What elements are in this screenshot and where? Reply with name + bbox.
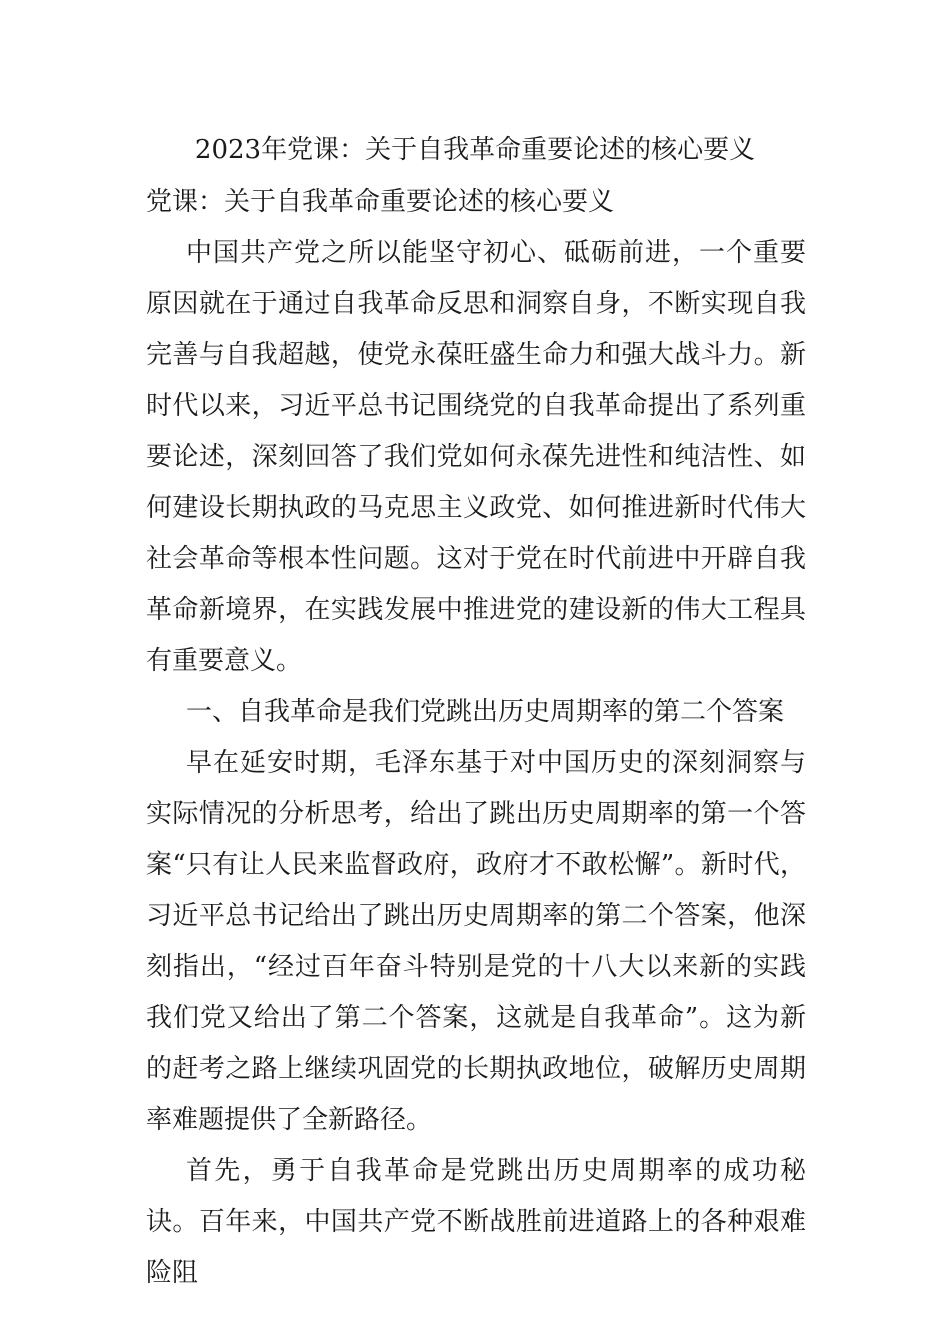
paragraph-first: 首先，勇于自我革命是党跳出历史周期率的成功秘诀。百年来，中国共产党不断战胜前进道路上的各种艰难险阻 (146, 1156, 806, 1288)
document-subtitle: 党课：关于自我革命重要论述的核心要义 (146, 187, 615, 217)
section-heading-1: 一、自我革命是我们党跳出历史周期率的第二个答案 (186, 697, 785, 727)
document-body (146, 177, 806, 1299)
document-title: 2023年党课：关于自我革命重要论述的核心要义 (194, 135, 756, 165)
paragraph-yanan: 早在延安时期，毛泽东基于对中国历史的深刻洞察与实际情况的分析思考，给出了跳出历史周期率的第一个答案“只有让人民来监督政府，政府才不敢松懈”。新时代，习近平总书记给出了跳出历史周期率的第二个答案，他深刻指出，“经过百年奋斗特别是党的十八大以来新的实践我们党又给出了第二个答案，这就是自我革命”。这为新的赶考之路上继续巩固党的长期执政地位，破解历史周期率难题提供了全新路径。 (146, 748, 806, 1135)
paragraph-intro: 中国共产党之所以能坚守初心、砥砺前进，一个重要原因就在于通过自我革命反思和洞察自身，不断实现自我完善与自我超越，使党永葆旺盛生命力和强大战斗力。新时代以来，习近平总书记围绕党的自我革命提出了系列重要论述，深刻回答了我们党如何永葆先进性和纯洁性、如何建设长期执政的马克思主义政党、如何推进新时代伟大社会革命等根本性问题。这对于党在时代前进中开辟自我革命新境界，在实践发展中推进党的建设新的伟大工程具有重要意义。 (146, 238, 806, 676)
